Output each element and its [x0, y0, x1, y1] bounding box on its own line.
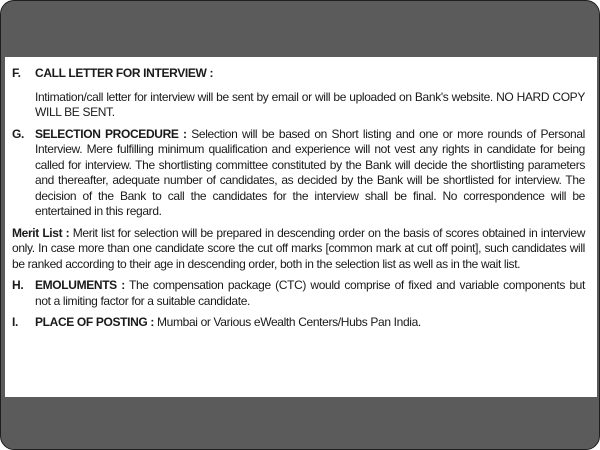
section-content — [35, 127, 585, 220]
section-letter: G. — [12, 126, 24, 141]
section-letter: H. — [12, 278, 24, 292]
section-heading: SELECTION PROCEDURE : — [35, 126, 187, 141]
section-body: The compensation package (CTC) would comprise of fixed and variable components but not a limiting factor for a suitable candidate. — [35, 278, 585, 308]
section-heading: CALL LETTER FOR INTERVIEW : — [35, 66, 214, 80]
section-content — [35, 278, 585, 309]
section-call-letter-body: Intimation/call letter for interview will be sent by email or will be uploaded on Bank's website. NO HARD COPY WILL BE SENT. — [35, 89, 585, 119]
section-content — [35, 315, 585, 331]
section-place-of-posting — [12, 315, 585, 331]
section-letter: I. — [12, 315, 18, 329]
section-body: Merit list for selection will be prepared in descending order on the basis of scores obtained in interview only. In case more than one candidate score the cut off marks [common mark at cut off point], such candidates will be ranked according to their age in descending order, both in the selection list as well as in the wait list. — [12, 225, 586, 271]
section-selection-procedure — [12, 127, 585, 220]
section-letter: F. — [12, 66, 21, 80]
section-call-letter — [12, 66, 585, 82]
section-body: Mumbai or Various eWealth Centers/Hubs Pan India. — [157, 315, 421, 329]
section-heading: EMOLUMENTS : — [35, 278, 125, 292]
section-body: Selection will be based on Short listing and one or more rounds of Personal Interview. Mere fulfilling minimum qualification and experience will not vest any rights in candidate for being called for interview. The shortlisting committee constituted by the Bank will decide the shortlisting parameters and thereafter, adequate number of candidates, as decided by the Bank will be shortlisted for interview. The decision of the Bank to call the candidates for the interview shall be final. No correspondence will be entertained in this regard. — [35, 126, 586, 218]
document-page — [5, 57, 597, 397]
section-heading: PLACE OF POSTING : — [35, 315, 155, 329]
section-emoluments — [12, 278, 585, 309]
section-merit-list — [12, 226, 585, 273]
section-heading: Merit List : — [12, 225, 70, 240]
